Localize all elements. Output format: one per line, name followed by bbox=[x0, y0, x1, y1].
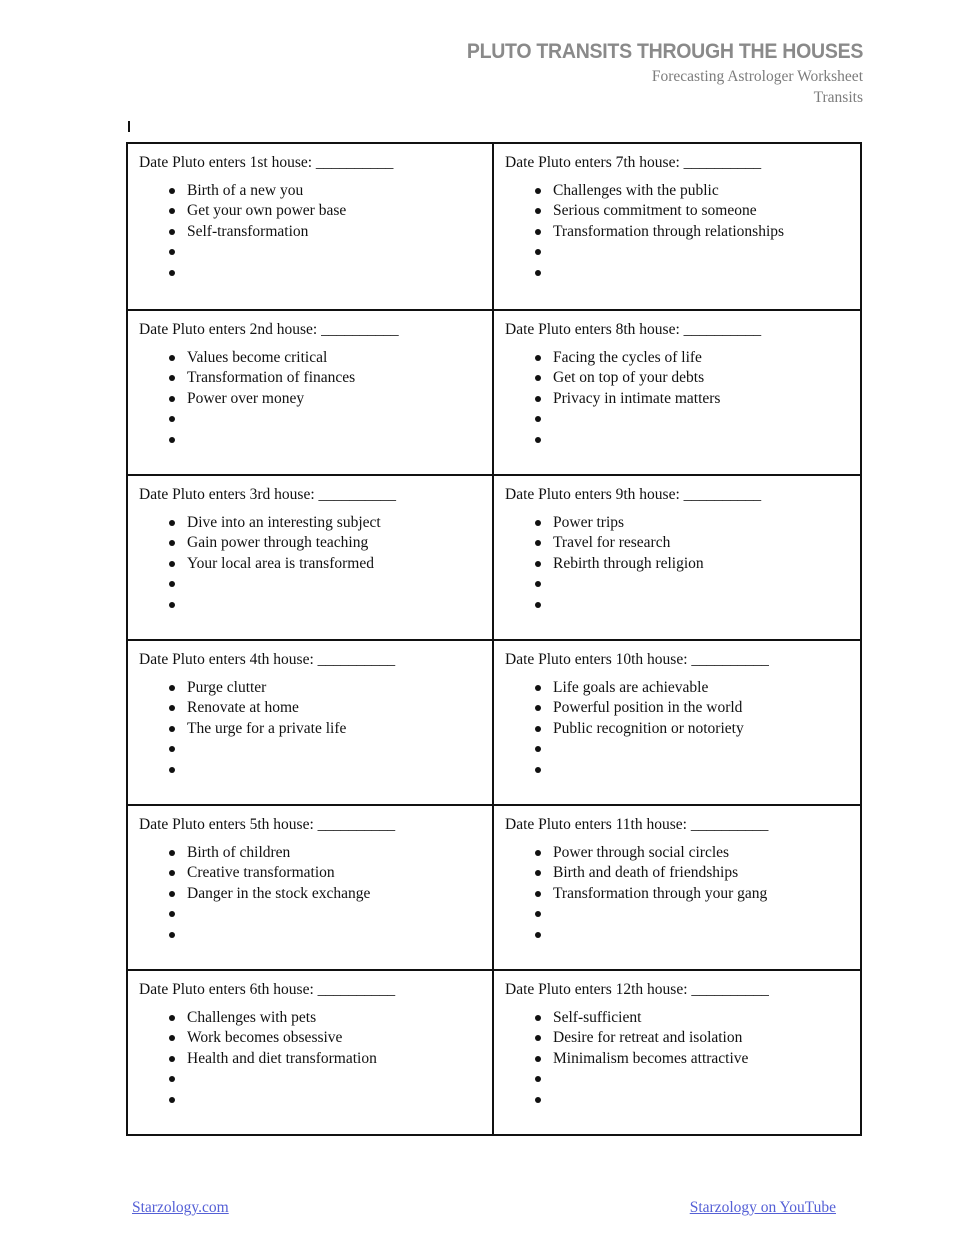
bullet-dot-icon bbox=[535, 1076, 541, 1082]
bullet-dot-icon bbox=[169, 746, 175, 752]
bullet-item bbox=[139, 904, 482, 924]
bullet-text: Self-transformation bbox=[187, 222, 309, 240]
bullet-text: Power through social circles bbox=[553, 844, 730, 861]
house-cell-title: Date Pluto enters 12th house: __________ bbox=[505, 981, 769, 998]
bullet-item bbox=[139, 242, 482, 262]
bullet-item bbox=[505, 533, 850, 553]
bullet-dot-icon bbox=[169, 705, 175, 711]
bullet-item bbox=[505, 554, 850, 574]
bullet-text: Purge clutter bbox=[187, 679, 267, 696]
bullet-text: Transformation of finances bbox=[187, 369, 356, 387]
house-cell-title: Date Pluto enters 4th house: __________ bbox=[139, 651, 396, 668]
bullet-text: Challenges with pets bbox=[187, 1009, 317, 1026]
bullet-dot-icon bbox=[169, 520, 175, 526]
bullet-dot-icon bbox=[535, 396, 541, 402]
bullet-text: Serious commitment to someone bbox=[553, 202, 757, 220]
house-cell-title: Date Pluto enters 6th house: __________ bbox=[139, 981, 396, 998]
bullet-item bbox=[505, 409, 850, 429]
bullet-item bbox=[139, 181, 482, 201]
bullet-item bbox=[139, 698, 482, 718]
bullet-item bbox=[505, 201, 850, 221]
page-title: PLUTO TRANSITS THROUGH THE HOUSES bbox=[466, 40, 863, 63]
bullet-item bbox=[139, 884, 482, 904]
houses-table bbox=[126, 142, 862, 1136]
house-bullet-list bbox=[505, 513, 850, 615]
house-bullet-list bbox=[139, 843, 482, 945]
bullet-dot-icon bbox=[169, 870, 175, 876]
bullet-dot-icon bbox=[535, 229, 541, 235]
bullet-dot-icon bbox=[535, 726, 541, 732]
bullet-dot-icon bbox=[535, 850, 541, 856]
bullet-text: Renovate at home bbox=[187, 699, 299, 717]
bullet-item bbox=[139, 574, 482, 594]
bullet-dot-icon bbox=[169, 767, 175, 773]
bullet-text: Self-sufficient bbox=[553, 1009, 642, 1026]
bullet-text: Powerful position in the world bbox=[553, 699, 743, 717]
bullet-dot-icon bbox=[535, 581, 541, 587]
house-bullet-list bbox=[505, 348, 850, 450]
house-cell bbox=[128, 804, 494, 969]
bullet-item bbox=[139, 1049, 482, 1069]
house-cell-title: Date Pluto enters 2nd house: __________ bbox=[139, 321, 399, 338]
bullet-dot-icon bbox=[535, 208, 541, 214]
bullet-item bbox=[139, 925, 482, 945]
bullet-item bbox=[139, 554, 482, 574]
bullet-item bbox=[505, 222, 850, 242]
house-cell bbox=[494, 804, 860, 969]
house-cell bbox=[128, 144, 494, 309]
bullet-item bbox=[505, 1069, 850, 1089]
bullet-dot-icon bbox=[535, 891, 541, 897]
bullet-item bbox=[139, 513, 482, 533]
bullet-text: Power trips bbox=[553, 514, 625, 531]
page-header bbox=[437, 38, 863, 108]
bullet-dot-icon bbox=[169, 355, 175, 361]
bullet-item bbox=[139, 533, 482, 553]
text-cursor bbox=[128, 121, 130, 132]
bullet-dot-icon bbox=[169, 396, 175, 402]
bullet-item bbox=[139, 222, 482, 242]
bullet-dot-icon bbox=[535, 561, 541, 567]
bullet-dot-icon bbox=[169, 1015, 175, 1021]
bullet-item bbox=[139, 595, 482, 615]
bullet-dot-icon bbox=[535, 932, 541, 938]
bullet-item bbox=[505, 242, 850, 262]
bullet-text: Facing the cycles of life bbox=[553, 349, 702, 366]
bullet-dot-icon bbox=[169, 1035, 175, 1041]
bullet-dot-icon bbox=[169, 1076, 175, 1082]
bullet-dot-icon bbox=[169, 270, 175, 276]
bullet-dot-icon bbox=[535, 188, 541, 194]
house-bullet-list bbox=[139, 181, 482, 283]
bullet-item bbox=[505, 843, 850, 863]
bullet-item bbox=[139, 409, 482, 429]
house-bullet-list bbox=[139, 678, 482, 780]
house-cell bbox=[128, 474, 494, 639]
bullet-text: Life goals are achievable bbox=[553, 679, 709, 696]
bullet-dot-icon bbox=[169, 540, 175, 546]
bullet-dot-icon bbox=[169, 685, 175, 691]
bullet-text: Desire for retreat and isolation bbox=[553, 1029, 743, 1047]
bullet-item bbox=[139, 368, 482, 388]
bullet-dot-icon bbox=[535, 911, 541, 917]
bullet-dot-icon bbox=[169, 1056, 175, 1062]
bullet-dot-icon bbox=[535, 705, 541, 711]
bullet-item bbox=[505, 698, 850, 718]
bullet-item bbox=[139, 1090, 482, 1110]
bullet-dot-icon bbox=[535, 520, 541, 526]
bullet-text: Danger in the stock exchange bbox=[187, 884, 371, 902]
bullet-dot-icon bbox=[535, 437, 541, 443]
bullet-item bbox=[505, 595, 850, 615]
bullet-dot-icon bbox=[535, 870, 541, 876]
bullet-text: Gain power through teaching bbox=[187, 534, 369, 552]
bullet-text: Creative transformation bbox=[187, 864, 335, 882]
bullet-item bbox=[139, 719, 482, 739]
house-cell bbox=[494, 474, 860, 639]
house-cell bbox=[128, 639, 494, 804]
bullet-text: Get your own power base bbox=[187, 202, 347, 220]
bullet-text: Birth of children bbox=[187, 844, 291, 861]
bullet-dot-icon bbox=[169, 416, 175, 422]
bullet-item bbox=[505, 1090, 850, 1110]
house-cell-title: Date Pluto enters 8th house: __________ bbox=[505, 321, 762, 338]
bullet-item bbox=[505, 513, 850, 533]
bullet-text: Challenges with the public bbox=[553, 182, 719, 199]
starzology-site-link[interactable]: Starzology.com bbox=[132, 1199, 229, 1216]
bullet-item bbox=[505, 1028, 850, 1048]
bullet-item bbox=[139, 1028, 482, 1048]
bullet-dot-icon bbox=[169, 437, 175, 443]
bullet-dot-icon bbox=[169, 932, 175, 938]
house-cell bbox=[494, 309, 860, 474]
bullet-text: Dive into an interesting subject bbox=[187, 514, 381, 531]
bullet-text: Transformation through your gang bbox=[553, 884, 768, 902]
bullet-text: Get on top of your debts bbox=[553, 369, 705, 387]
house-cell-title: Date Pluto enters 1st house: __________ bbox=[139, 154, 394, 171]
bullet-item bbox=[505, 863, 850, 883]
bullet-dot-icon bbox=[535, 685, 541, 691]
bullet-text: Travel for research bbox=[553, 534, 671, 552]
bullet-item bbox=[505, 430, 850, 450]
bullet-dot-icon bbox=[169, 208, 175, 214]
bullet-text: Your local area is transformed bbox=[187, 554, 374, 572]
bullet-dot-icon bbox=[535, 1097, 541, 1103]
house-cell-title: Date Pluto enters 7th house: __________ bbox=[505, 154, 762, 171]
bullet-text: The urge for a private life bbox=[187, 719, 347, 737]
bullet-dot-icon bbox=[535, 1035, 541, 1041]
house-cell bbox=[494, 639, 860, 804]
bullet-text: Values become critical bbox=[187, 349, 328, 366]
bullet-dot-icon bbox=[169, 911, 175, 917]
house-bullet-list bbox=[505, 181, 850, 283]
bullet-dot-icon bbox=[535, 1015, 541, 1021]
bullet-text: Transformation through relationships bbox=[553, 222, 785, 240]
bullet-dot-icon bbox=[535, 602, 541, 608]
bullet-item bbox=[505, 760, 850, 780]
bullet-dot-icon bbox=[535, 375, 541, 381]
bullet-item bbox=[505, 389, 850, 409]
house-bullet-list bbox=[139, 1008, 482, 1110]
bullet-dot-icon bbox=[169, 602, 175, 608]
bullet-item bbox=[139, 843, 482, 863]
bullet-item bbox=[139, 430, 482, 450]
bullet-item bbox=[139, 201, 482, 221]
bullet-item bbox=[505, 884, 850, 904]
bullet-item bbox=[505, 263, 850, 283]
bullet-dot-icon bbox=[169, 850, 175, 856]
bullet-dot-icon bbox=[169, 188, 175, 194]
bullet-dot-icon bbox=[169, 375, 175, 381]
bullet-item bbox=[139, 863, 482, 883]
bullet-dot-icon bbox=[535, 767, 541, 773]
bullet-text: Public recognition or notoriety bbox=[553, 719, 744, 737]
bullet-text: Power over money bbox=[187, 389, 305, 407]
house-cell-title: Date Pluto enters 9th house: __________ bbox=[505, 486, 762, 503]
bullet-dot-icon bbox=[169, 1097, 175, 1103]
bullet-item bbox=[505, 348, 850, 368]
bullet-item bbox=[139, 1008, 482, 1028]
bullet-dot-icon bbox=[535, 1056, 541, 1062]
house-bullet-list bbox=[139, 513, 482, 615]
house-bullet-list bbox=[505, 1008, 850, 1110]
bullet-dot-icon bbox=[169, 581, 175, 587]
bullet-dot-icon bbox=[169, 229, 175, 235]
house-cell bbox=[494, 144, 860, 309]
house-cell bbox=[494, 969, 860, 1134]
bullet-text: Rebirth through religion bbox=[553, 554, 704, 572]
bullet-item bbox=[139, 678, 482, 698]
bullet-dot-icon bbox=[535, 540, 541, 546]
bullet-item bbox=[505, 904, 850, 924]
bullet-item bbox=[505, 368, 850, 388]
bullet-dot-icon bbox=[535, 249, 541, 255]
house-cell bbox=[128, 969, 494, 1134]
starzology-youtube-link[interactable]: Starzology on YouTube bbox=[689, 1199, 836, 1216]
bullet-item bbox=[505, 925, 850, 945]
bullet-item bbox=[505, 574, 850, 594]
bullet-dot-icon bbox=[169, 249, 175, 255]
bullet-item bbox=[139, 348, 482, 368]
bullet-item bbox=[505, 1008, 850, 1028]
bullet-item bbox=[139, 760, 482, 780]
bullet-item bbox=[505, 719, 850, 739]
bullet-dot-icon bbox=[169, 726, 175, 732]
bullet-dot-icon bbox=[535, 746, 541, 752]
bullet-item bbox=[505, 181, 850, 201]
house-cell-title: Date Pluto enters 3rd house: __________ bbox=[139, 486, 397, 503]
house-cell bbox=[128, 309, 494, 474]
page-section-label: Transits bbox=[813, 89, 863, 106]
bullet-text: Health and diet transformation bbox=[187, 1049, 377, 1067]
bullet-dot-icon bbox=[169, 891, 175, 897]
page-subtitle: Forecasting Astrologer Worksheet bbox=[651, 68, 863, 85]
bullet-item bbox=[139, 263, 482, 283]
house-bullet-list bbox=[505, 678, 850, 780]
house-bullet-list bbox=[505, 843, 850, 945]
bullet-item bbox=[139, 1069, 482, 1089]
house-cell-title: Date Pluto enters 10th house: __________ bbox=[505, 651, 769, 668]
bullet-item bbox=[505, 739, 850, 759]
bullet-text: Work becomes obsessive bbox=[187, 1029, 343, 1047]
bullet-item bbox=[139, 389, 482, 409]
bullet-text: Privacy in intimate matters bbox=[553, 389, 721, 407]
bullet-dot-icon bbox=[535, 355, 541, 361]
bullet-item bbox=[139, 739, 482, 759]
house-bullet-list bbox=[139, 348, 482, 450]
bullet-dot-icon bbox=[169, 561, 175, 567]
bullet-text: Birth and death of friendships bbox=[553, 864, 739, 882]
house-cell-title: Date Pluto enters 5th house: __________ bbox=[139, 816, 396, 833]
bullet-text: Birth of a new you bbox=[187, 182, 304, 199]
bullet-item bbox=[505, 1049, 850, 1069]
bullet-dot-icon bbox=[535, 270, 541, 276]
bullet-text: Minimalism becomes attractive bbox=[553, 1049, 749, 1067]
bullet-item bbox=[505, 678, 850, 698]
bullet-dot-icon bbox=[535, 416, 541, 422]
house-cell-title: Date Pluto enters 11th house: __________ bbox=[505, 816, 769, 833]
